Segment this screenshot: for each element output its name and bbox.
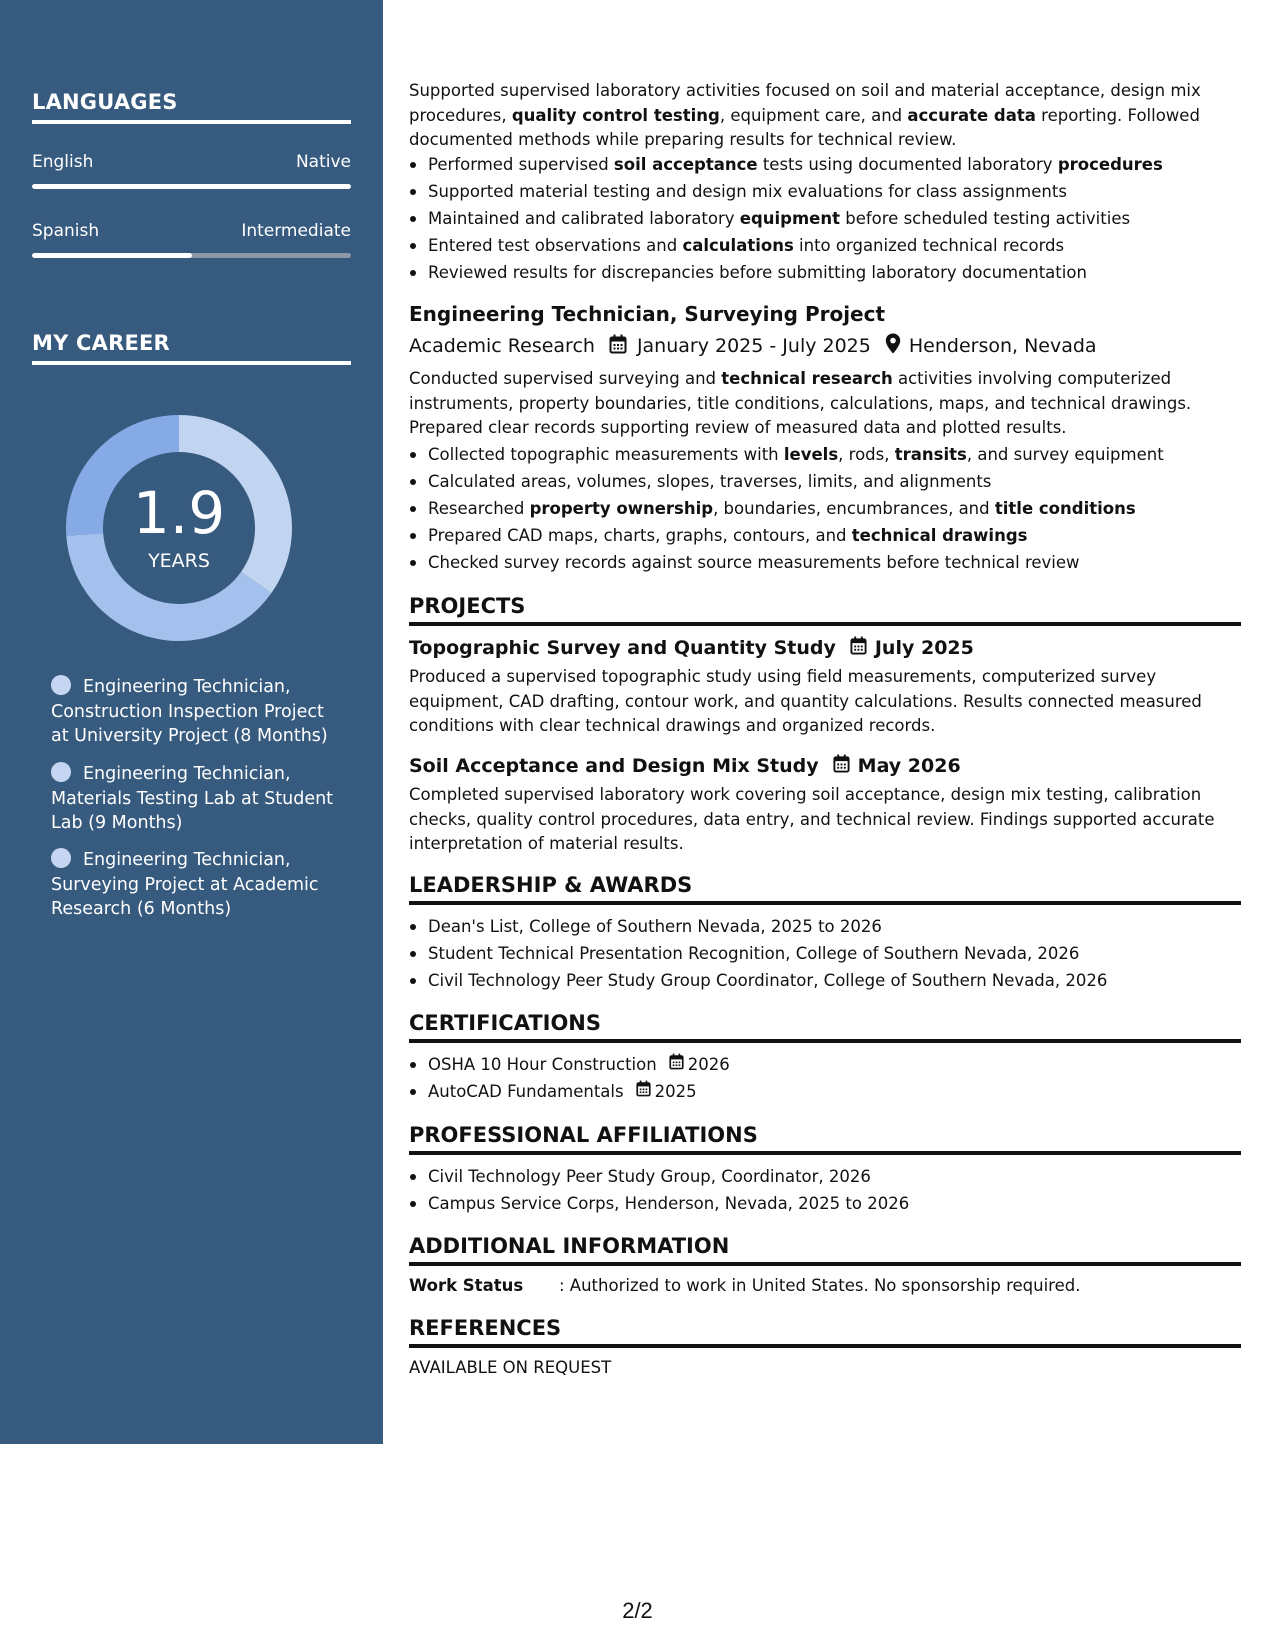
career-total-years: 1.9 xyxy=(132,479,226,547)
career-years-label: YEARS xyxy=(148,550,210,572)
text-run: Reviewed results for discrepancies before submitting laboratory documentation xyxy=(428,263,1087,282)
language-bar-spanish xyxy=(32,253,351,258)
text-run: , boundaries, encumbrances, and xyxy=(713,499,995,518)
list-item xyxy=(409,232,1241,259)
list-item xyxy=(409,1078,1241,1105)
text-run: Collected topographic measurements with xyxy=(428,445,784,464)
language-name: Spanish xyxy=(32,221,100,241)
job-organization: Academic Research xyxy=(409,335,595,357)
text-run: Calculated areas, volumes, slopes, traverses, limits, and alignments xyxy=(428,472,992,491)
language-level: Native xyxy=(295,152,351,172)
calendar-icon xyxy=(669,1051,684,1078)
certification-name: OSHA 10 Hour Construction xyxy=(428,1055,657,1074)
language-name: English xyxy=(32,152,94,172)
survey-bullets xyxy=(409,441,1241,576)
text-run: Supported supervised laboratory activities focused on soil and material acceptance, design mix procedures, xyxy=(409,81,1201,125)
leadership-heading: LEADERSHIP & AWARDS xyxy=(409,873,1241,905)
project-title: Topographic Survey and Quantity Study xyxy=(409,637,836,659)
list-item xyxy=(409,495,1241,522)
job-location: Henderson, Nevada xyxy=(908,335,1097,357)
project-title: Soil Acceptance and Design Mix Study xyxy=(409,755,819,777)
bold-keyword: technical research xyxy=(721,369,893,388)
job-dates: January 2025 - July 2025 xyxy=(636,335,871,357)
list-item xyxy=(409,1051,1241,1078)
text-run: activities involving computerized instruments, property boundaries, title conditions, calculations, maps, and technical drawings. Prepared clear records supporting review of measured data and plotted results. xyxy=(409,369,1192,437)
text-run: into organized technical records xyxy=(793,236,1065,255)
certification-year: 2025 xyxy=(654,1082,697,1101)
text-run: before scheduled testing activities xyxy=(839,209,1131,228)
text-run: , rods, xyxy=(838,445,895,464)
list-item xyxy=(409,441,1241,468)
language-level: Intermediate xyxy=(241,221,351,241)
job-meta xyxy=(409,333,1097,359)
work-status-row xyxy=(409,1276,1080,1295)
career-bullet-icon xyxy=(51,675,71,695)
job-title: Engineering Technician, Surveying Project xyxy=(409,302,886,326)
certification-year: 2026 xyxy=(687,1055,730,1074)
map-pin-icon xyxy=(885,333,901,359)
text-run: Researched xyxy=(428,499,530,518)
language-bar-fill xyxy=(32,253,192,258)
lab-bullets xyxy=(409,151,1241,286)
leadership-list xyxy=(409,913,1241,994)
list-item xyxy=(409,178,1241,205)
bold-keyword: quality control testing xyxy=(511,105,720,125)
certifications-heading: CERTIFICATIONS xyxy=(409,1011,1241,1043)
lab-summary xyxy=(409,79,1241,153)
sidebar xyxy=(0,0,383,1444)
bold-keyword: procedures xyxy=(1057,155,1163,174)
text-run: , equipment care, and xyxy=(719,105,908,125)
list-item xyxy=(409,259,1241,286)
text-run: Checked survey records against source measurements before technical review xyxy=(428,553,1080,572)
career-heading: MY CAREER xyxy=(32,331,351,365)
calendar-icon xyxy=(609,334,627,359)
bold-keyword: equipment xyxy=(739,209,840,228)
language-bar-fill xyxy=(32,184,351,189)
list-item: Dean's List, College of Southern Nevada, 2025 to 2026 xyxy=(409,913,1241,940)
career-bullet-icon xyxy=(51,762,71,782)
bold-keyword: technical drawings xyxy=(851,526,1028,545)
projects-heading: PROJECTS xyxy=(409,594,1241,626)
text-run: Conducted supervised surveying and xyxy=(409,369,722,388)
calendar-icon xyxy=(636,1078,651,1105)
certification-name: AutoCAD Fundamentals xyxy=(428,1082,624,1101)
bold-keyword: calculations xyxy=(682,236,794,255)
list-item xyxy=(409,522,1241,549)
text-run: Supported material testing and design mix evaluations for class assignments xyxy=(428,182,1067,201)
bold-keyword: transits xyxy=(894,445,967,464)
bold-keyword: soil acceptance xyxy=(613,155,758,174)
affiliations-list xyxy=(409,1163,1241,1217)
language-bar-english xyxy=(32,184,351,189)
text-run: reporting. Followed documented methods while preparing results for technical review. xyxy=(409,105,1200,149)
list-item xyxy=(409,151,1241,178)
project-title-row xyxy=(409,754,961,778)
career-item xyxy=(51,848,341,922)
list-item xyxy=(409,468,1241,495)
bold-keyword: levels xyxy=(783,445,839,464)
project-title-row xyxy=(409,636,974,660)
bold-keyword: title conditions xyxy=(994,499,1136,518)
references-heading: REFERENCES xyxy=(409,1316,1241,1348)
list-item: Civil Technology Peer Study Group, Coordinator, 2026 xyxy=(409,1163,1241,1190)
text-run: Entered test observations and xyxy=(428,236,683,255)
text-run: Prepared CAD maps, charts, graphs, contours, and xyxy=(428,526,852,545)
calendar-icon xyxy=(833,754,850,778)
text-run: Maintained and calibrated laboratory xyxy=(428,209,740,228)
career-item-text: Engineering Technician, Surveying Project at Academic Research (6 Months) xyxy=(51,850,319,919)
bold-keyword: property ownership xyxy=(529,499,714,518)
career-item-text: Engineering Technician, Materials Testing Lab at Student Lab (9 Months) xyxy=(51,764,334,833)
career-item xyxy=(51,762,341,836)
project-description: Completed supervised laboratory work covering soil acceptance, design mix testing, calibration checks, quality control procedures, data entry, and technical review. Findings supported accurate interpretation of material results. xyxy=(409,785,1215,853)
career-item-text: Engineering Technician, Construction Inspection Project at University Project (8 Months) xyxy=(51,677,328,746)
affiliations-heading: PROFESSIONAL AFFILIATIONS xyxy=(409,1123,1241,1155)
career-bullet-icon xyxy=(51,848,71,868)
text-run: , and survey equipment xyxy=(966,445,1164,464)
languages-heading: LANGUAGES xyxy=(32,90,351,124)
list-item xyxy=(409,549,1241,576)
job-summary xyxy=(409,367,1241,441)
references-text: AVAILABLE ON REQUEST xyxy=(409,1358,612,1377)
project-description: Produced a supervised topographic study using field measurements, computerized survey equipment, CAD drafting, contour work, and quantity calculations. Results connected measured conditions with clear technical drawings and organized records. xyxy=(409,667,1202,735)
work-status-label: Work Status xyxy=(409,1276,524,1295)
list-item: Student Technical Presentation Recognition, College of Southern Nevada, 2026 xyxy=(409,940,1241,967)
list-item: Civil Technology Peer Study Group Coordinator, College of Southern Nevada, 2026 xyxy=(409,967,1241,994)
page-number: 2/2 xyxy=(622,1598,653,1623)
text-run: Performed supervised xyxy=(428,155,614,174)
list-item xyxy=(409,205,1241,232)
project-date: July 2025 xyxy=(874,637,974,659)
calendar-icon xyxy=(850,636,867,660)
additional-info-heading: ADDITIONAL INFORMATION xyxy=(409,1234,1241,1266)
bold-keyword: accurate data xyxy=(907,105,1036,125)
career-item xyxy=(51,675,341,749)
list-item: Campus Service Corps, Henderson, Nevada, 2025 to 2026 xyxy=(409,1190,1241,1217)
text-run: tests using documented laboratory xyxy=(757,155,1058,174)
work-status-value: : Authorized to work in United States. No sponsorship required. xyxy=(559,1276,1081,1295)
certifications-list xyxy=(409,1051,1241,1105)
language-row-english xyxy=(32,152,351,172)
language-row-spanish xyxy=(32,221,351,241)
project-date: May 2026 xyxy=(857,755,961,777)
